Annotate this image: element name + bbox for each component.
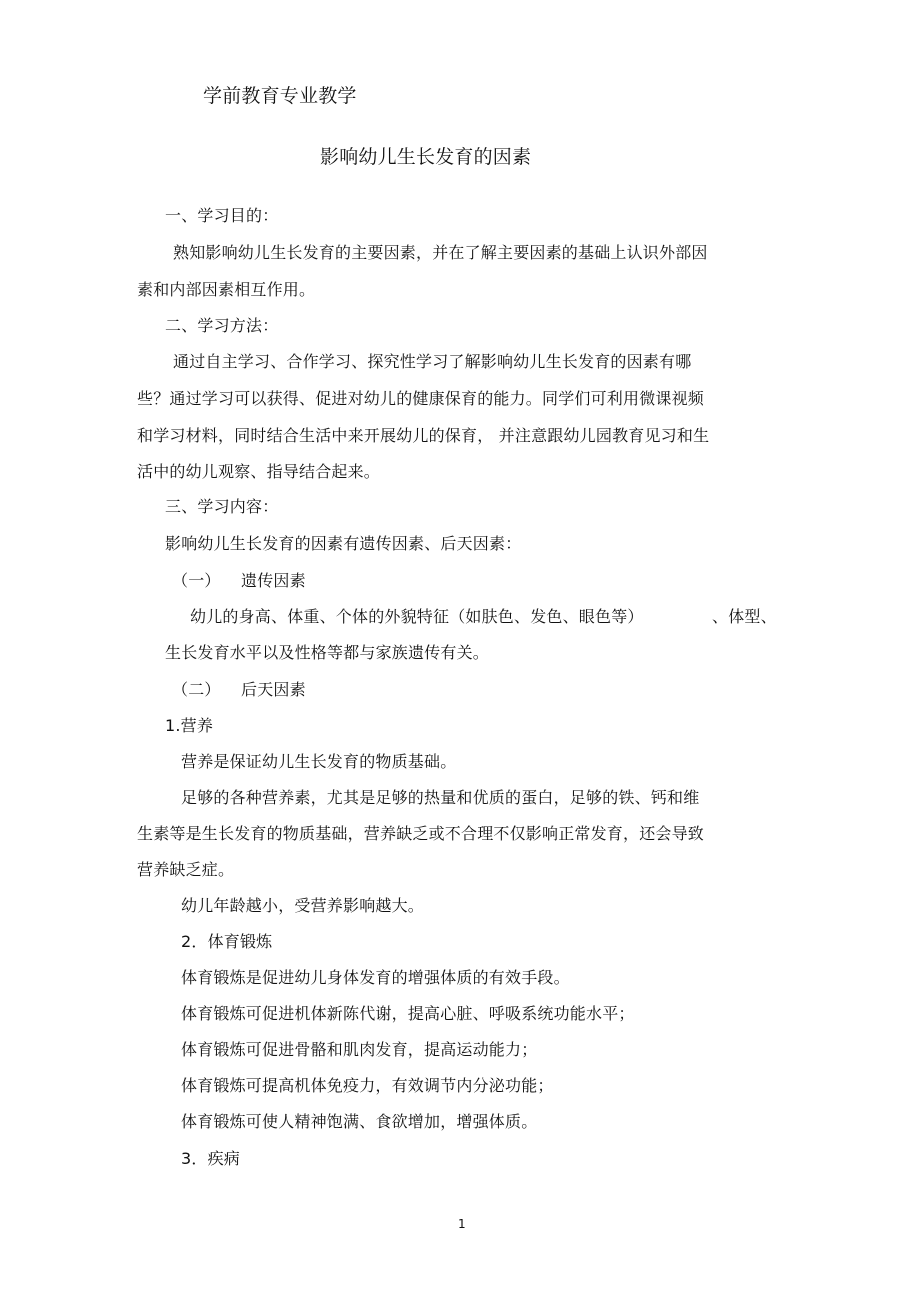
methods-paragraph-line: 和学习材料，同时结合生活中来开展幼儿的保育， 并注意跟幼儿园教育见习和生: [137, 426, 710, 445]
nutrition-paragraph-line: 生素等是生长发育的物质基础，营养缺乏或不合理不仅影响正常发育，还会导致: [137, 824, 705, 843]
exercise-paragraph: 体育锻炼是促进幼儿身体发育的增强体质的有效手段。: [181, 968, 570, 987]
item-heading-exercise: 2．体育锻炼: [181, 932, 273, 951]
page-number: 1: [458, 1217, 466, 1231]
subsection-number: （一）: [172, 571, 221, 590]
exercise-paragraph: 体育锻炼可促进骨骼和肌肉发育，提高运动能力；: [181, 1040, 538, 1059]
methods-paragraph-line: 活中的幼儿观察、指导结合起来。: [137, 462, 381, 481]
document-title: 影响幼儿生长发育的因素: [320, 146, 532, 168]
exercise-paragraph: 体育锻炼可使人精神饱满、食欲增加，增强体质。: [181, 1112, 538, 1131]
heredity-paragraph-line: 生长发育水平以及性格等都与家族遗传有关。: [165, 643, 490, 662]
methods-paragraph-line: 通过自主学习、合作学习、探究性学习了解影响幼儿生长发育的因素有哪: [173, 352, 692, 371]
item-heading-nutrition: 1.营养: [165, 716, 214, 735]
subsection-title-acquired: 后天因素: [241, 680, 306, 699]
content-intro: 影响幼儿生长发育的因素有遗传因素、后天因素：: [165, 534, 522, 553]
objectives-paragraph-line: 熟知影响幼儿生长发育的主要因素，并在了解主要因素的基础上认识外部因: [173, 243, 708, 262]
objectives-paragraph-line: 素和内部因素相互作用。: [137, 280, 316, 299]
subsection-number: （二）: [172, 680, 221, 699]
nutrition-paragraph: 营养是保证幼儿生长发育的物质基础。: [181, 752, 457, 771]
heredity-paragraph-line: 、体型、: [712, 607, 777, 626]
exercise-paragraph: 体育锻炼可促进机体新陈代谢，提高心脏、呼吸系统功能水平；: [181, 1004, 635, 1023]
section-heading-objectives: 一、学习目的：: [165, 206, 279, 225]
document-header: 学前教育专业教学: [203, 85, 357, 107]
section-heading-content: 三、学习内容：: [165, 497, 279, 516]
subsection-title-heredity: 遗传因素: [241, 571, 306, 590]
item-heading-disease: 3．疾病: [181, 1149, 240, 1168]
nutrition-paragraph-line: 营养缺乏症。: [137, 860, 235, 879]
section-heading-methods: 二、学习方法：: [165, 316, 279, 335]
methods-paragraph-line: 些？通过学习可以获得、促进对幼儿的健康保育的能力。同学们可利用微课视频: [137, 389, 705, 408]
exercise-paragraph: 体育锻炼可提高机体免疫力，有效调节内分泌功能；: [181, 1076, 554, 1095]
nutrition-paragraph-line: 足够的各种营养素，尤其是足够的热量和优质的蛋白，足够的铁、钙和维: [181, 788, 700, 807]
heredity-paragraph-line: 幼儿的身高、体重、个体的外貌特征（如肤色、发色、眼色等）: [190, 607, 644, 626]
nutrition-paragraph: 幼儿年龄越小，受营养影响越大。: [181, 896, 425, 915]
